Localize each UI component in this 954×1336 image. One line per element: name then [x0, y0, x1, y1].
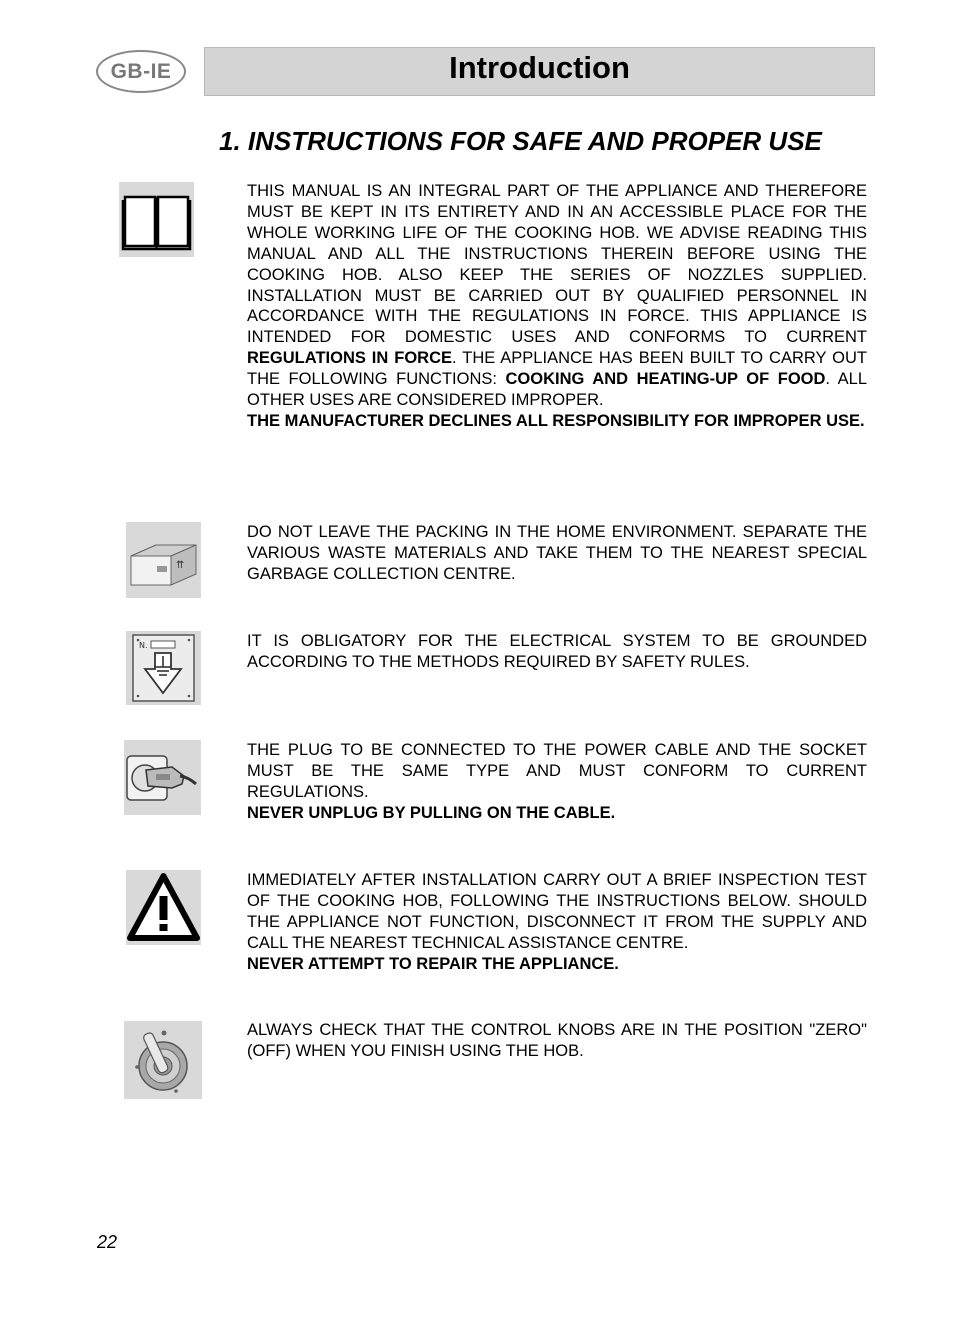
manual-text-regulations: REGULATIONS IN FORCE	[247, 349, 453, 368]
knob-text: ALWAYS CHECK THAT THE CONTROL KNOBS ARE IN THE POSITION "ZERO" (OFF) WHEN YOU FINISH USING THE HOB.	[247, 1021, 867, 1060]
packing-paragraph	[247, 522, 867, 585]
grounding-paragraph	[247, 631, 867, 673]
manual-book-icon	[119, 182, 194, 257]
plug-bold-note: NEVER UNPLUG BY PULLING ON THE CABLE.	[247, 803, 616, 822]
manual-paragraph	[247, 181, 867, 432]
plug-socket-icon	[124, 740, 201, 815]
svg-text:⇈: ⇈	[176, 560, 185, 571]
manual-bold-note: THE MANUFACTURER DECLINES ALL RESPONSIBILITY FOR IMPROPER USE.	[247, 411, 865, 430]
manual-text-e: . ALL OTHER USES ARE CONSIDERED IMPROPER.	[247, 370, 867, 410]
language-badge: GB-IE	[96, 50, 186, 93]
manual-text-c: . THE APPLIANCE HAS BEEN BUILT TO CARRY OUT THE FOLLOWING FUNCTIONS:	[247, 349, 868, 389]
inspection-text: IMMEDIATELY AFTER INSTALLATION CARRY OUT A BRIEF INSPECTION TEST OF THE COOKING HOB, FOLLOWING THE INSTRUCTIONS BELOW. SHOULD THE APPLIANCE NOT FUNCTION, DISCONNECT IT FROM THE SUPPLY AND CALL THE NEAREST TECHNICAL ASSISTANCE CENTRE.	[247, 871, 867, 952]
knob-paragraph	[247, 1020, 867, 1062]
ground-symbol-icon	[126, 631, 201, 705]
plug-paragraph	[247, 740, 867, 824]
inspection-bold-note: NEVER ATTEMPT TO REPAIR THE APPLIANCE.	[247, 954, 619, 973]
warning-triangle-icon	[126, 870, 201, 945]
section-title: 1. INSTRUCTIONS FOR SAFE AND PROPER USE	[219, 126, 822, 156]
packing-box-icon	[126, 522, 201, 598]
manual-text-functions: COOKING AND HEATING-UP OF FOOD	[505, 370, 826, 389]
control-knob-icon	[124, 1021, 202, 1099]
header-bar	[204, 47, 875, 96]
ground-label: N.	[139, 641, 148, 650]
grounding-text: IT IS OBLIGATORY FOR THE ELECTRICAL SYSTEM TO BE GROUNDED ACCORDING TO THE METHODS REQUIRED BY SAFETY RULES.	[247, 632, 867, 671]
page-number: 22	[97, 1232, 118, 1252]
inspection-paragraph	[247, 870, 867, 975]
header-title: Introduction	[449, 49, 630, 85]
manual-text-a: THIS MANUAL IS AN INTEGRAL PART OF THE APPLIANCE AND THEREFORE MUST BE KEPT IN ITS ENTIRETY AND IN AN ACCESSIBLE PLACE FOR THE WHOLE WORKING LIFE OF THE COOKING HOB. WE ADVISE READING THIS MANUAL AND ALL THE INSTRUCTIONS THEREIN BEFORE USING THE COOKING HOB. ALSO KEEP THE SERIES OF NOZZLES SUPPLIED. INSTALLATION MUST BE CARRIED OUT BY QUALIFIED PERSONNEL IN ACCORDANCE WITH THE REGULATIONS IN FORCE. THIS APPLIANCE IS INTENDED FOR DOMESTIC USES AND CONFORMS TO CURRENT	[247, 182, 867, 347]
packing-text: DO NOT LEAVE THE PACKING IN THE HOME ENVIRONMENT. SEPARATE THE VARIOUS WASTE MATERIALS AND TAKE THEM TO THE NEAREST SPECIAL GARBAGE COLLECTION CENTRE.	[247, 523, 867, 583]
plug-text: THE PLUG TO BE CONNECTED TO THE POWER CABLE AND THE SOCKET MUST BE THE SAME TYPE AND MUST CONFORM TO CURRENT REGULATIONS.	[247, 741, 867, 801]
